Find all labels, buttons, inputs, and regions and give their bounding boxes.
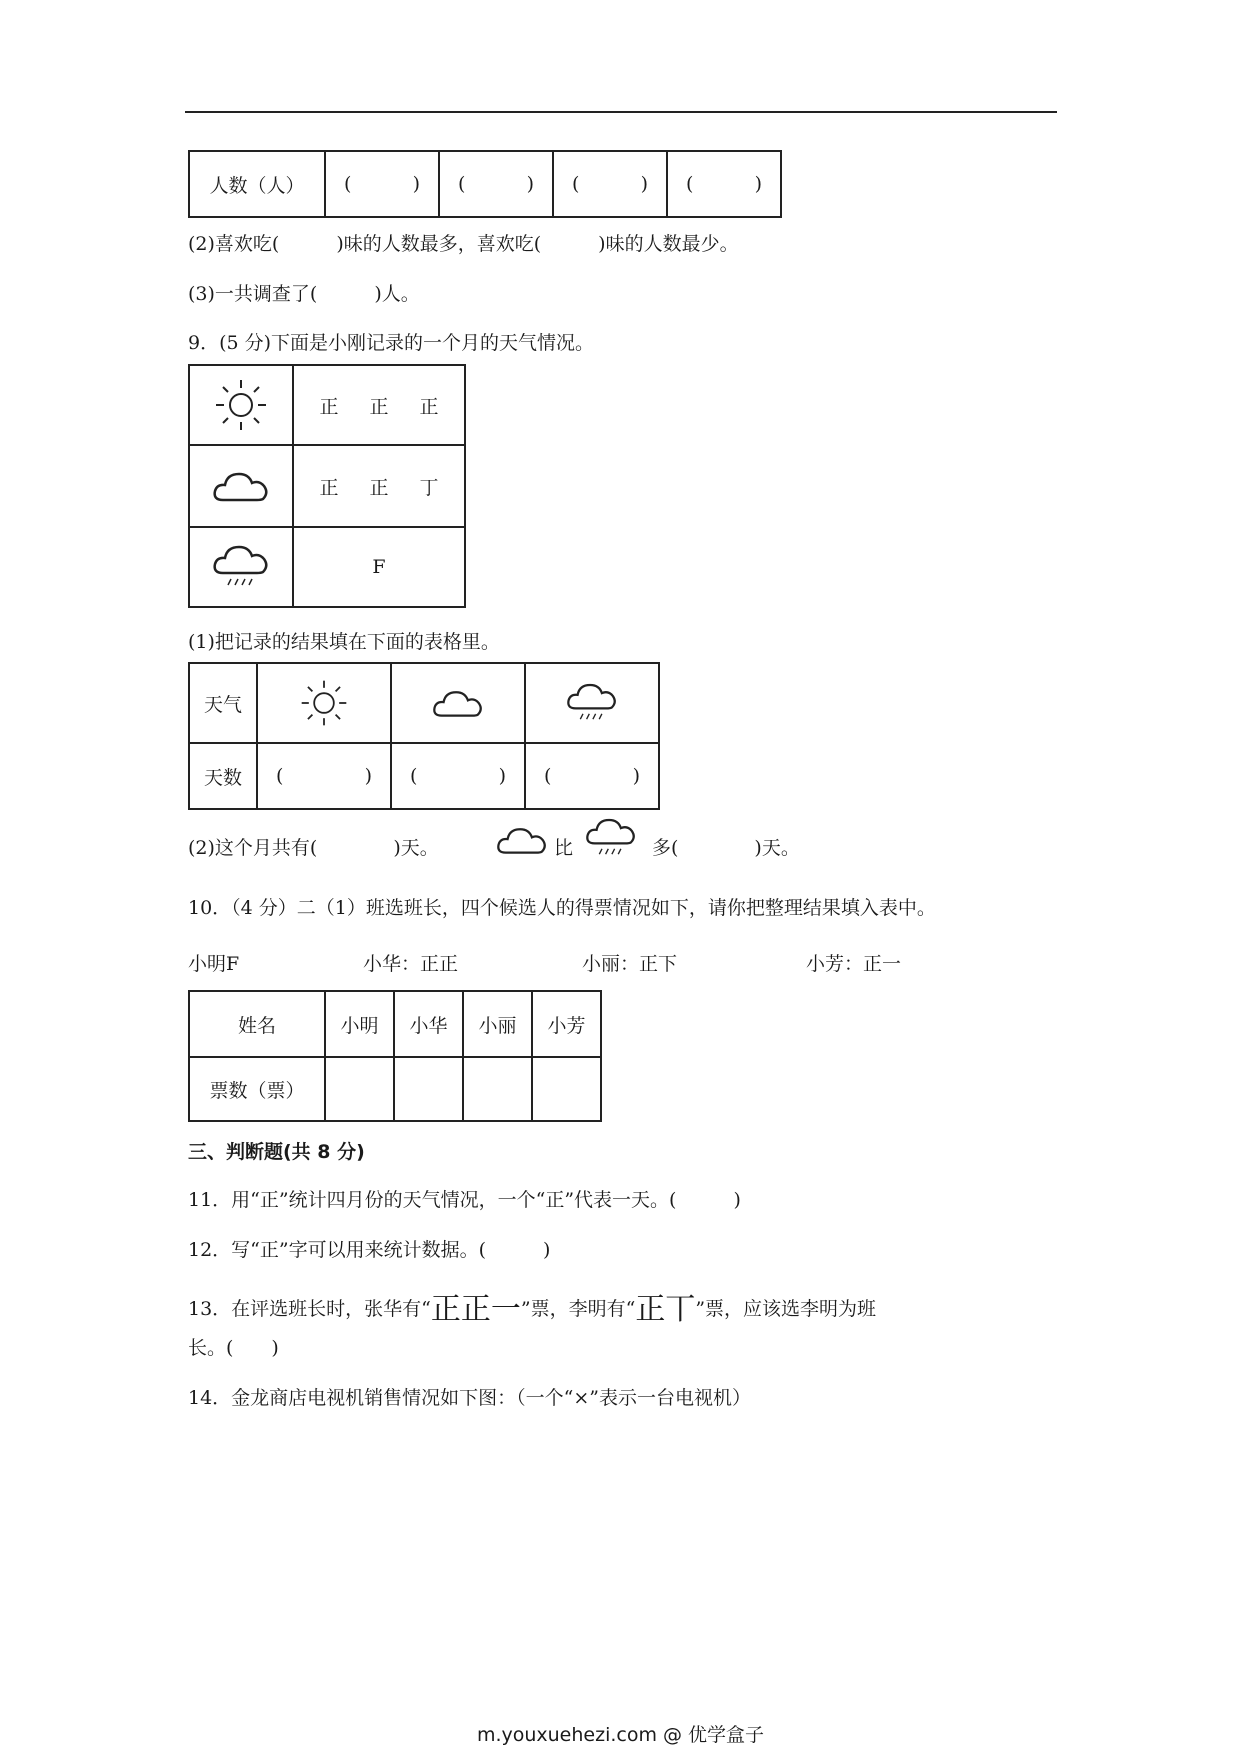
- section3-title: 三、判断题(共 8 分): [188, 1141, 365, 1163]
- name-cell: 小丽: [463, 991, 532, 1057]
- answer-cell[interactable]: ( ): [525, 743, 659, 809]
- cloud-icon: [189, 445, 293, 527]
- sun-icon: [257, 663, 391, 743]
- votes-input-cell[interactable]: [325, 1057, 394, 1121]
- cloudy-tally: 正 正 丁: [293, 445, 465, 527]
- rainy-tally: F: [293, 527, 465, 607]
- candidate-xiaohua: 小华：正正: [363, 953, 459, 975]
- q9-title: 9．(5 分)下面是小刚记录的一个月的天气情况。: [188, 332, 595, 354]
- votes-table: [188, 990, 602, 1122]
- header-rule: [185, 111, 1057, 113]
- header-name: 姓名: [189, 991, 325, 1057]
- votes-input-cell[interactable]: [394, 1057, 463, 1121]
- cloud-icon: [494, 822, 550, 858]
- rain-icon: [584, 815, 638, 861]
- q9-part2-b: 比: [554, 837, 574, 859]
- name-cell: 小华: [394, 991, 463, 1057]
- votes-input-cell[interactable]: [532, 1057, 601, 1121]
- weather-label: 天气: [189, 663, 257, 743]
- answer-cell[interactable]: ( ): [439, 151, 553, 217]
- q9-part1: (1)把记录的结果填在下面的表格里。: [188, 631, 500, 653]
- candidate-xiaoming: 小明F: [188, 953, 240, 975]
- weather-result-table: [188, 662, 660, 810]
- row-label: 人数（人）: [189, 151, 325, 217]
- q14: 14．金龙商店电视机销售情况如下图：（一个“×”表示一台电视机）: [188, 1387, 752, 1409]
- answer-cell[interactable]: ( ): [553, 151, 667, 217]
- q13-line1: 13．在评选班长时，张华有“正正一”票，李明有“正丅”票，应该选李明为班: [188, 1292, 877, 1327]
- weather-tally-table: [188, 364, 466, 608]
- rain-icon: [525, 663, 659, 743]
- name-cell: 小芳: [532, 991, 601, 1057]
- answer-cell[interactable]: ( ): [391, 743, 525, 809]
- sunny-tally: 正 正 正: [293, 365, 465, 445]
- days-label: 天数: [189, 743, 257, 809]
- answer-cell[interactable]: ( ): [667, 151, 781, 217]
- top-count-table: [188, 150, 782, 218]
- q11: 11．用“正”统计四月份的天气情况，一个“正”代表一天。( ): [188, 1189, 741, 1211]
- q10-title: 10．（4 分）二（1）班选班长，四个候选人的得票情况如下，请你把整理结果填入表中。: [188, 897, 936, 919]
- footer-watermark: m.youxuehezi.com @ 优学盒子: [476, 1724, 765, 1746]
- votes-label: 票数（票）: [189, 1057, 325, 1121]
- candidate-xiaoli: 小丽：正下: [582, 953, 678, 975]
- rain-icon: [189, 527, 293, 607]
- answer-cell[interactable]: ( ): [257, 743, 391, 809]
- answer-cell[interactable]: ( ): [325, 151, 439, 217]
- q9-part2-a: (2)这个月共有( )天。: [188, 837, 439, 859]
- sun-icon: [189, 365, 293, 445]
- q12: 12．写“正”字可以用来统计数据。( ): [188, 1239, 551, 1261]
- q8-part2: (2)喜欢吃( )味的人数最多，喜欢吃( )味的人数最少。: [188, 233, 739, 255]
- q8-part3: (3)一共调查了( )人。: [188, 283, 420, 305]
- q13-line2: 长。( ): [188, 1337, 279, 1359]
- q9-part2-c: 多( )天。: [652, 837, 800, 859]
- name-cell: 小明: [325, 991, 394, 1057]
- candidate-xiaofang: 小芳：正一: [806, 953, 902, 975]
- votes-input-cell[interactable]: [463, 1057, 532, 1121]
- cloud-icon: [391, 663, 525, 743]
